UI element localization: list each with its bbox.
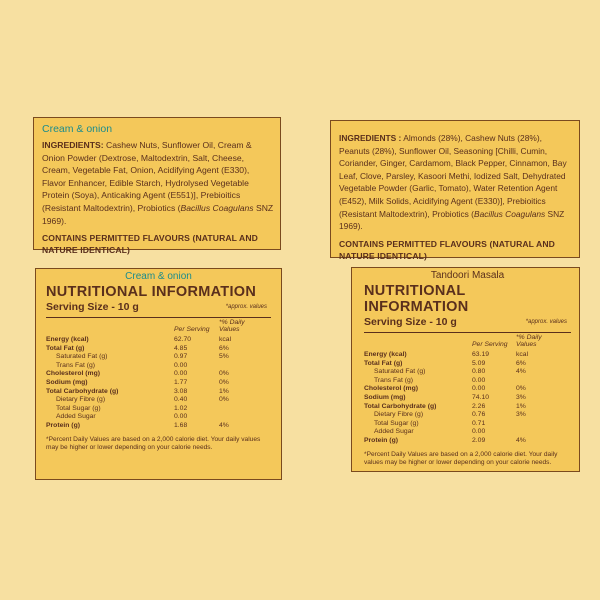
per-serving-value: 4.85 [174,344,188,352]
per-serving-value: 0.00 [472,376,486,384]
table-header [46,319,259,336]
daily-value: 0% [219,396,229,404]
per-serving-value: 0.00 [174,370,188,378]
nutrient-name: Trans Fat (g) [374,376,414,384]
daily-value: 4% [219,421,229,429]
table-header [364,334,556,351]
daily-value: 0% [516,385,526,393]
nutrient-name: Saturated Fat (g) [374,368,426,376]
ingredients-list-end: SNZ 1969). [42,202,274,226]
table-row [364,385,556,394]
ingredients-panel-tandoori [330,120,580,261]
table-row [46,405,259,414]
ingredients-list: Almonds (28%), Cashew Nuts (28%), Peanuts (28%), Sunflower Oil, Seasoning [Chilli, Cumin, Coriander, Ginger, Cardamom, Black Pepper, Cinnamon, Bay Leaf, Clove, Parsley, Kasoori Methi, Iodized Salt, Dehydrated Vegetable Powder (Garlic, Tomato), Water Retention Agent (E452), Milk Solids, Acidifying Agent (E330)], Prebioitics (Resistant Maltodextrin), Probiotics ( [339,133,567,219]
table-row [364,368,556,377]
nutrition-panel-tandoori [351,267,580,472]
ingredients-panel-cream-onion [33,117,281,256]
nutrition-panel-cream-onion [35,268,282,480]
per-serving-value: 0.97 [174,353,188,361]
per-serving-value: 62.70 [174,336,192,343]
daily-value [516,377,556,386]
nutrient-name: Trans Fat (g) [56,361,96,369]
serving-size: Serving Size - 10 g [364,316,457,328]
nutrient-name: Cholesterol (mg) [46,370,101,378]
nutrient-name: Added Sugar [56,413,96,421]
nutrient-name: Cholesterol (mg) [364,385,419,393]
nutrient-name: Total Sugar (g) [56,404,101,412]
flavor-label: Cream & onion [42,123,113,135]
per-serving-header: Per Serving [174,326,210,333]
daily-value: 1% [516,402,526,410]
ingredients-text [339,132,573,233]
nutrient-name: Sodium (mg) [364,393,406,401]
daily-value [219,362,259,371]
nutrient-name: Dietary Fibre (g) [56,396,106,404]
serving-row [46,301,271,315]
table-row [364,360,556,369]
table-row [46,370,259,379]
nutrient-name: Dietary Fibre (g) [374,411,424,419]
table-row [46,388,259,397]
per-serving-value: 0.71 [472,419,486,427]
daily-value: 0% [219,370,229,378]
table-row [364,428,556,437]
nutrient-name: Protein (g) [46,421,80,429]
ingredients-list-end: SNZ 1969). [339,208,565,232]
daily-value [219,413,259,422]
nutrient-name: Total Fat (g) [46,344,85,352]
footnote: *Percent Daily Values are based on a 2,000 calorie diet. Your daily values may be higher or lower depending on your calorie needs. [364,450,558,467]
nutrient-name: Added Sugar [374,428,414,436]
per-serving-value: 0.40 [174,396,188,404]
contains-flavours-note: CONTAINS PERMITTED FLAVOURS (NATURAL AND NATURE IDENTICAL) [42,233,258,256]
probiotic-name: Bacillus Coagulans [473,208,546,219]
nutrient-name: Energy (kcal) [364,351,407,358]
per-serving-value: 0.80 [472,368,486,376]
table-row [364,351,556,360]
nutrition-table [46,319,259,431]
per-serving-value: 0.00 [174,361,188,369]
table-row [364,420,556,429]
daily-values-header: *% Daily Values [516,334,542,348]
daily-value [516,428,556,437]
serving-row [364,316,571,330]
per-serving-value: 5.09 [472,359,486,367]
table-row [46,353,259,362]
table-row [364,394,556,403]
serving-size: Serving Size - 10 g [46,301,139,313]
nutrition-title: NUTRITIONAL INFORMATION [46,284,257,300]
table-row [46,345,259,354]
per-serving-header: Per Serving [472,341,508,348]
per-serving-value: 0.00 [174,413,188,421]
daily-value: 6% [219,344,229,352]
nutrient-name: Saturated Fat (g) [56,353,108,361]
per-serving-value: 3.08 [174,387,188,395]
table-row [364,411,556,420]
per-serving-value: 1.68 [174,421,188,429]
table-row [364,403,556,412]
per-serving-value: 1.77 [174,378,188,386]
per-serving-value: 1.02 [174,404,188,412]
daily-values-header: *% Daily Values [219,319,245,333]
table-row [364,377,556,386]
footnote: *Percent Daily Values are based on a 2,000 calorie diet. Your daily values may be higher or lower depending on your calorie needs. [46,435,261,452]
divider [364,332,571,333]
table-row [46,396,259,405]
ingredients-text [42,139,274,227]
table-row [46,379,259,388]
nutrient-name: Total Sugar (g) [374,419,419,427]
per-serving-value: 2.09 [472,436,486,444]
approx-note: *approx. values [525,319,567,325]
nutrient-name: Total Carbohydrate (g) [364,402,437,410]
nutrient-name: Total Fat (g) [364,359,403,367]
per-serving-value: 2.26 [472,402,486,410]
nutrient-name: Sodium (mg) [46,378,88,386]
daily-value: kcal [219,336,232,343]
table-row [46,413,259,422]
per-serving-value: 0.76 [472,411,486,419]
ingredients-label: INGREDIENTS : [339,133,402,143]
approx-note: *approx. values [225,304,267,310]
daily-value: 4% [516,436,526,444]
table-row [46,362,259,371]
daily-value: 6% [516,359,526,367]
table-row [46,422,259,431]
nutrition-title: NUTRITIONAL INFORMATION [364,283,469,315]
probiotic-name: Bacillus Coagulans [180,202,254,213]
per-serving-value: 63.19 [472,351,490,358]
ingredients-label: INGREDIENTS: [42,140,104,150]
daily-value: 4% [516,368,526,376]
nutrient-name: Energy (kcal) [46,336,89,343]
daily-value: 3% [516,411,526,419]
ingredients-list: Cashew Nuts, Sunflower Oil, Cream & Onion Powder (Dextrose, Maltodextrin, Salt, Cheese, Cream, Vegetable Fat, Onion, Acidifying Agent (E330), Flavor Enhancer, Edible Starch, Hydrolysed Vegetable Protein (Soya), Anticaking Agent (E551)], Prebioitics (Resistant Maltodextrin), Probiotics ( [42,140,252,213]
per-serving-value: 0.00 [472,428,486,436]
table-row [46,336,259,345]
table-row [364,437,556,446]
daily-value: 5% [219,353,229,361]
nutrient-name: Protein (g) [364,436,398,444]
nutrient-name: Total Carbohydrate (g) [46,387,119,395]
daily-value [219,405,259,414]
daily-value: 0% [219,378,229,386]
per-serving-value: 0.00 [472,385,486,393]
daily-value [516,420,556,429]
daily-value: 3% [516,393,526,401]
contains-flavours-note: CONTAINS PERMITTED FLAVOURS (NATURAL AND NATURE IDENTICAL) [339,238,555,261]
flavor-label: Tandoori Masala [430,270,505,281]
nutrition-table [364,334,556,446]
per-serving-value: 74.10 [472,393,490,401]
daily-value: kcal [516,351,529,358]
divider [46,317,271,318]
daily-value: 1% [219,387,229,395]
flavor-label: Cream & onion [125,271,192,282]
